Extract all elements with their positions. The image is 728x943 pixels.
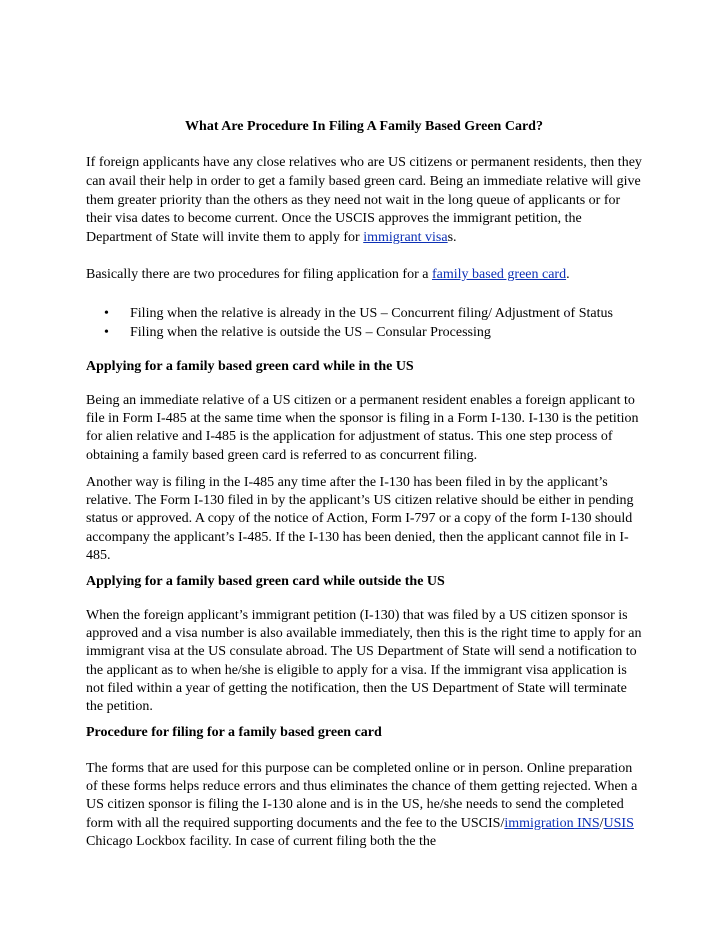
list-item-text: Filing when the relative is outside the US – Consular Processing	[130, 325, 491, 340]
bullet-icon: •	[104, 325, 109, 340]
document-title: What Are Procedure In Filing A Family Based Green Card?	[185, 119, 543, 134]
bullet-icon: •	[104, 306, 109, 321]
intro-paragraph	[86, 154, 646, 248]
section-in-us-paragraph-2: Another way is filing in the I-485 any time after the I-130 has been filed in by the applicant’s relative. The Form I-130 filed in by the applicant’s US citizen relative should be either in pending status or approved. A copy of the notice of Action, Form I-797 or a copy of the form I-130 should accompany the applicant’s I-485. If the I-130 has been denied, then the applicant cannot file in I-485.	[86, 475, 634, 563]
list-item	[86, 304, 646, 323]
immigrant-visa-link[interactable]: immigrant visa	[363, 230, 448, 246]
basically-paragraph	[86, 266, 646, 285]
intro-text-end: s.	[447, 230, 457, 246]
section-heading-outside-us: Applying for a family based green card while outside the US	[86, 574, 445, 589]
intro-text: If foreign applicants have any close relatives who are US citizens or permanent residents, then they can avail their help in order to get a family based green card. Being an immediate relative will give them greater priority than the others as they need not wait in the long queue of applicants or for their visa dates to become current. Once the USCIS approves the immigrant petition, the Department of State will invite them to apply for	[86, 155, 642, 246]
basically-text-end: .	[566, 267, 570, 282]
procedure-text: The forms that are used for this purpose can be completed online or in person. Online preparation of these forms helps reduce errors and thus eliminates the chance of them getting rejected. When a US citizen sponsor is filing the I-130 alone and is in the US, he/she needs to send the completed form with all the required supporting documents and the fee to the USCIS/	[86, 761, 638, 831]
family-based-green-card-link[interactable]: family based green card	[431, 267, 567, 282]
section-in-us-paragraph-1: Being an immediate relative of a US citizen or a permanent resident enables a foreign applicant to file in Form I-485 at the same time when the sponsor is filing in a Form I-130. I-130 is the petition for alien relative and I-485 is the application for adjustment of status. This one step process of obtaining a family based green card is referred to as concurrent filing.	[86, 393, 639, 463]
procedures-list	[86, 304, 646, 342]
section-heading-in-us: Applying for a family based green card while in the US	[86, 359, 414, 374]
section-outside-us-paragraph: When the foreign applicant’s immigrant petition (I-130) that was filed by a US citizen sponsor is approved and a visa number is also available immediately, then this is the right time to apply for an immigrant visa at the US consulate abroad. The US Department of State will send a notification to the applicant as to when he/she is eligible to apply for a visa. If the immigrant visa application is not filed within a year of getting the notification, then the US Department of State will terminate the petition.	[86, 608, 642, 715]
link-separator: /	[599, 815, 604, 831]
list-item	[86, 323, 646, 342]
list-item-text: Filing when the relative is already in the US – Concurrent filing/ Adjustment of Status	[130, 306, 613, 321]
section-procedure-paragraph	[86, 760, 646, 851]
section-heading-procedure: Procedure for filing for a family based green card	[86, 725, 382, 740]
usis-link[interactable]: USIS	[603, 815, 634, 831]
procedure-text-end: Chicago Lockbox facility. In case of current filing both the the	[86, 833, 437, 849]
immigration-ins-link[interactable]: immigration INS	[504, 815, 600, 831]
basically-text: Basically there are two procedures for filing application for a	[86, 267, 432, 282]
